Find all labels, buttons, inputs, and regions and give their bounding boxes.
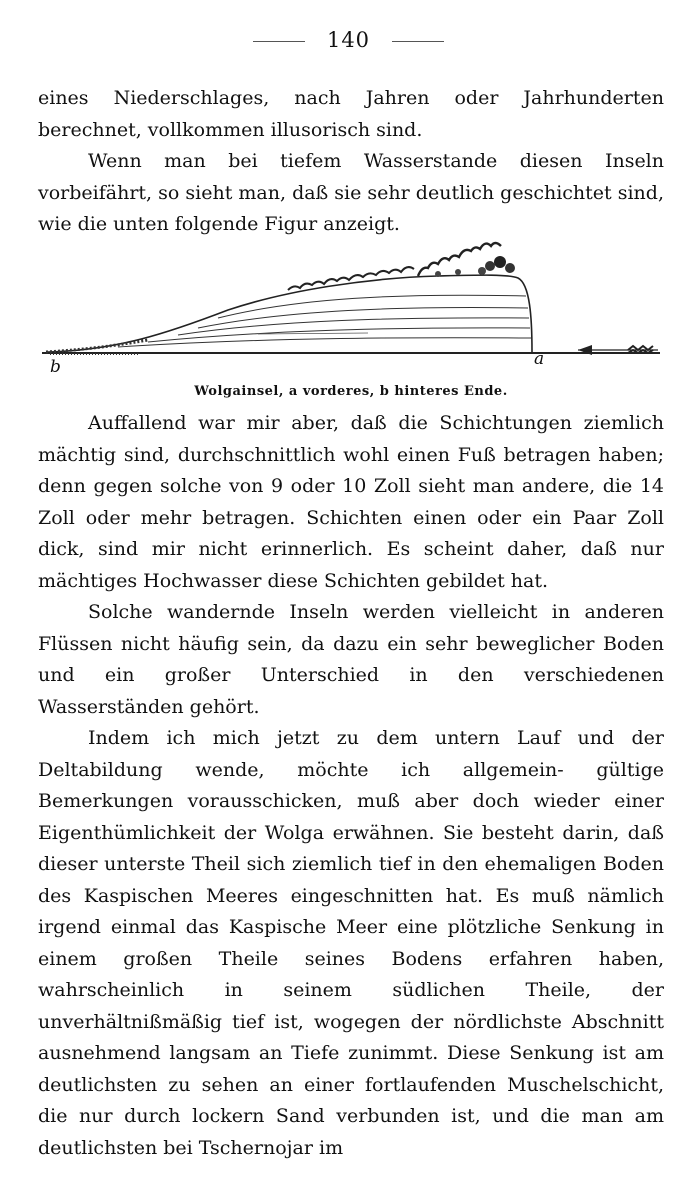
paragraph-islands: Wenn man bei tiefem Wasserstande diesen Inseln vorbeifährt, so sieht man, daß sie sehr deutlich geschichtet sind, wie die unten folgende Figur anzeigt. bbox=[38, 150, 664, 235]
header-rule-right bbox=[392, 41, 444, 42]
paragraph-wandering-islands: Solche wandernde Inseln werden vielleicht in anderen Flüssen nicht häufig sein, da dazu ein sehr beweglicher Boden und ein großer Unterschied in den verschiedenen Wasserständen gehört. bbox=[38, 601, 664, 718]
header-rule-left bbox=[253, 41, 305, 42]
paragraph-strata: Auffallend war mir aber, daß die Schichtungen ziemlich mächtig sind, durchschnittlich wohl einen Fuß betragen haben; denn gegen solche von 9 oder 10 Zoll sieht man andere, die 14 Zoll oder mehr betragen. Schichten einen oder ein Paar Zoll dick, sind mir nicht erinnerlich. Es scheint daher, daß nur mächtiges Hochwasser diese Schichten gebildet hat. bbox=[38, 412, 664, 592]
island-cross-section-illustration bbox=[38, 238, 664, 378]
island-figure bbox=[38, 238, 664, 399]
figure-label-a: a bbox=[534, 349, 545, 369]
paragraph-continued: eines Niederschlages, nach Jahren oder Jahrhunderten berechnet, vollkommen illusorisch sind. bbox=[38, 87, 664, 141]
text-block-top bbox=[38, 83, 664, 241]
page-number: 140 bbox=[326, 28, 371, 52]
page-header bbox=[0, 28, 697, 52]
text-block-bottom bbox=[38, 408, 664, 1164]
paragraph-delta: Indem ich mich jetzt zu dem untern Lauf und der Deltabildung wende, möchte ich allgemein- gültige Bemerkungen vorausschicken, muß aber doch wieder einer Eigenthümlichkeit der Wolga erwähnen. Sie besteht darin, daß dieser unterste Theil sich ziemlich tief in den ehemaligen Boden des Kaspischen Meeres eingeschnitten hat. Es muß nämlich irgend einmal das Kaspische Meer eine plötzliche Senkung in einem großen Theile seines Bodens erfahren haben, wahrscheinlich in seinem südlichen Theile, der unverhältnißmäßig tief ist, wogegen der nördlichste Abschnitt ausnehmend langsam an Tiefe zunimmt. Diese Senkung ist am deutlichsten zu sehen an einer fortlaufenden Muschelschicht, die nur durch lockern Sand verbunden ist, und die man am deutlichsten bei Tschernojar im bbox=[38, 727, 664, 1159]
figure-caption: Wolgainsel, a vorderes, b hinteres Ende. bbox=[194, 384, 508, 399]
figure-label-b: b bbox=[50, 357, 61, 377]
